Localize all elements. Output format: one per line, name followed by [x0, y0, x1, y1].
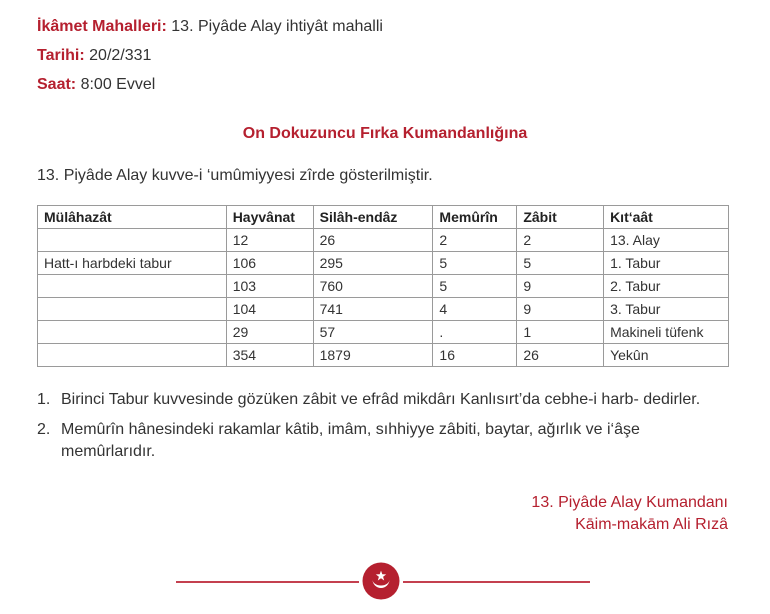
- meta-date: [37, 46, 151, 66]
- table-cell: 5: [433, 275, 517, 298]
- meta-time: [37, 75, 155, 95]
- meta-value: 13. Piyâde Alay ihtiyât mahalli: [171, 18, 383, 35]
- table-cell: Yekûn: [604, 344, 729, 367]
- table-cell: 5: [517, 252, 604, 275]
- note-number: 2.: [37, 421, 51, 438]
- table-row-total: [38, 344, 729, 367]
- note-item: [37, 419, 737, 463]
- table-cell: 741: [313, 298, 433, 321]
- strength-table: [37, 205, 729, 367]
- table-cell: [38, 229, 227, 252]
- table-cell: 9: [517, 298, 604, 321]
- table-cell: [38, 275, 227, 298]
- meta-value: 8:00 Evvel: [80, 76, 156, 93]
- table-cell: 12: [226, 229, 313, 252]
- table-cell: 1879: [313, 344, 433, 367]
- table-cell: .: [433, 321, 517, 344]
- table-cell: Hatt-ı harbdeki tabur: [38, 252, 227, 275]
- table-cell: 104: [226, 298, 313, 321]
- header-cell: Mülâhazât: [38, 206, 227, 229]
- table-cell: [38, 298, 227, 321]
- table-row: [38, 229, 729, 252]
- note-item: [37, 389, 737, 411]
- signature-title: 13. Piyâde Alay Kumandanı: [531, 494, 728, 511]
- table-cell: 26: [517, 344, 604, 367]
- document-title: On Dokuzuncu Fırka Kumandanlığına: [242, 125, 528, 142]
- note-number: 1.: [37, 391, 51, 408]
- ornament-divider-right: [403, 581, 590, 583]
- table-cell: 2. Tabur: [604, 275, 729, 298]
- notes-list: [37, 389, 737, 471]
- meta-residence: [37, 17, 383, 37]
- intro-text: 13. Piyâde Alay kuvve-i ‘umûmiyyesi zîrde gösterilmiştir.: [37, 167, 433, 184]
- meta-value: 20/2/331: [89, 47, 152, 64]
- meta-label: Saat:: [37, 76, 77, 93]
- table-cell: 2: [433, 229, 517, 252]
- header-cell: Hayvânat: [226, 206, 313, 229]
- table-row: [38, 321, 729, 344]
- table-cell: 1: [517, 321, 604, 344]
- note-text: Memûrîn hânesindeki rakamlar kâtib, imâm, sıhhiyye zâbiti, baytar, ağırlık ve i‘âşe memûrlarıdır.: [61, 421, 640, 460]
- table-cell: 1. Tabur: [604, 252, 729, 275]
- table-cell: 26: [313, 229, 433, 252]
- table-cell: [38, 344, 227, 367]
- table-cell: 354: [226, 344, 313, 367]
- table-cell: 9: [517, 275, 604, 298]
- table-row: [38, 252, 729, 275]
- table-row: [38, 298, 729, 321]
- table-cell: 3. Tabur: [604, 298, 729, 321]
- ornament-divider-left: [176, 581, 359, 583]
- table-cell: 13. Alay: [604, 229, 729, 252]
- star-crescent-icon: [362, 562, 400, 600]
- header-cell: Zâbit: [517, 206, 604, 229]
- signature-block: [531, 492, 728, 536]
- header-cell: Silâh-endâz: [313, 206, 433, 229]
- note-text: Birinci Tabur kuvvesinde gözüken zâbit ve efrâd mikdârı Kanlısırt’da cebhe-i harb- dedirler.: [61, 391, 701, 408]
- table-header-row: [38, 206, 729, 229]
- header-cell: Kıt‘aât: [604, 206, 729, 229]
- meta-label: İkâmet Mahalleri:: [37, 18, 167, 35]
- table-cell: 2: [517, 229, 604, 252]
- table-cell: 295: [313, 252, 433, 275]
- table-cell: 29: [226, 321, 313, 344]
- table-cell: 57: [313, 321, 433, 344]
- meta-label: Tarihi:: [37, 47, 85, 64]
- table-cell: 4: [433, 298, 517, 321]
- table-cell: [38, 321, 227, 344]
- table-cell: 760: [313, 275, 433, 298]
- table-cell: 103: [226, 275, 313, 298]
- table-cell: 5: [433, 252, 517, 275]
- table-cell: 16: [433, 344, 517, 367]
- table-cell: Makineli tüfenk: [604, 321, 729, 344]
- header-cell: Memûrîn: [433, 206, 517, 229]
- signature-name: Kāim-makām Ali Rızâ: [575, 516, 728, 533]
- table-cell: 106: [226, 252, 313, 275]
- table-row: [38, 275, 729, 298]
